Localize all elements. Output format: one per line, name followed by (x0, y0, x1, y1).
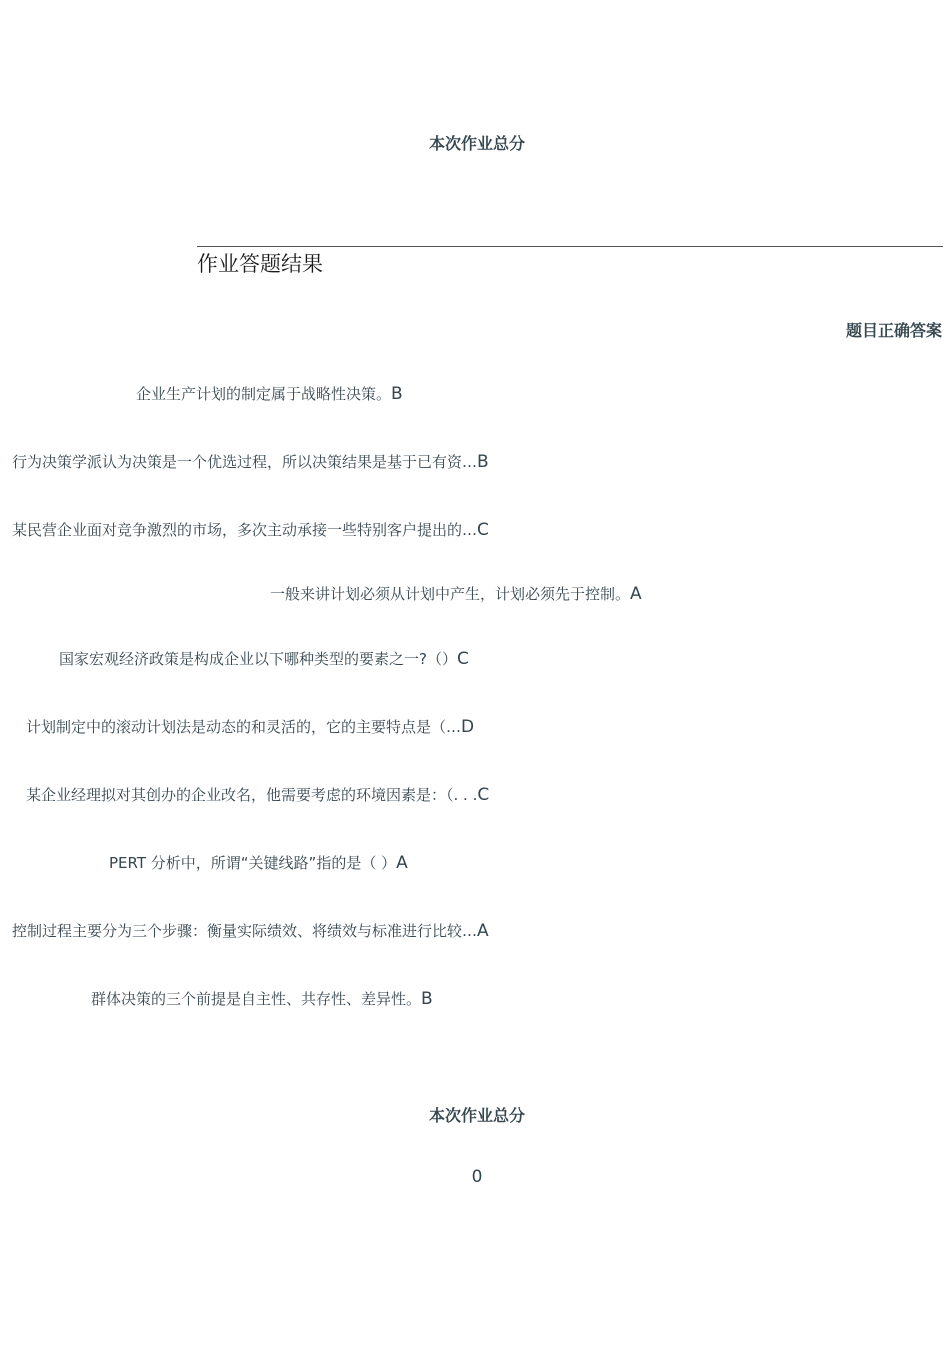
question-answer: C (477, 785, 490, 805)
question-row (59, 648, 469, 669)
question-text: 控制过程主要分为三个步骤：衡量实际绩效、将绩效与标准进行比较… (12, 922, 478, 940)
question-row (109, 852, 408, 873)
question-answer: A (630, 584, 642, 604)
question-row (26, 716, 474, 737)
question-answer: C (477, 520, 489, 540)
question-answer: B (421, 989, 433, 1009)
question-answer: C (456, 649, 469, 669)
question-row (270, 583, 642, 604)
question-row (12, 451, 489, 472)
question-row (136, 383, 403, 404)
question-answer: B (391, 384, 403, 404)
question-row (26, 784, 489, 805)
question-text: 计划制定中的滚动计划法是动态的和灵活的，它的主要特点是（… (26, 718, 462, 736)
question-row (91, 988, 433, 1009)
question-text: 国家宏观经济政策是构成企业以下哪种类型的要素之一?（） (59, 650, 457, 668)
question-text: PERT 分析中，所谓“关键线路”指的是（ ） (109, 854, 397, 872)
correct-answer-column-heading: 题目正确答案 (845, 321, 942, 340)
question-text: 一般来讲计划必须从计划中产生，计划必须先于控制。 (270, 585, 631, 603)
question-text: 企业生产计划的制定属于战略性决策。 (136, 385, 392, 403)
question-text: 行为决策学派认为决策是一个优选过程，所以决策结果是基于已有资… (12, 453, 478, 471)
total-score-value: 0 (471, 1167, 483, 1187)
question-row (12, 920, 489, 941)
question-text: 群体决策的三个前提是自主性、共存性、差异性。 (91, 990, 422, 1008)
question-text: 某企业经理拟对其创办的企业改名，他需要考虑的环境因素是：（. . . (26, 786, 478, 804)
question-answer: A (396, 853, 408, 873)
question-answer: D (461, 717, 475, 737)
total-score-heading: 本次作业总分 (428, 1106, 525, 1125)
question-answer: A (477, 921, 489, 941)
question-text: 某民营企业面对竞争激烈的市场，多次主动承接一些特别客户提出的… (12, 521, 478, 539)
section-divider (197, 246, 943, 247)
results-title: 作业答题结果 (197, 252, 323, 276)
question-answer: B (477, 452, 489, 472)
total-score-heading: 本次作业总分 (428, 134, 525, 153)
question-row (12, 519, 489, 540)
